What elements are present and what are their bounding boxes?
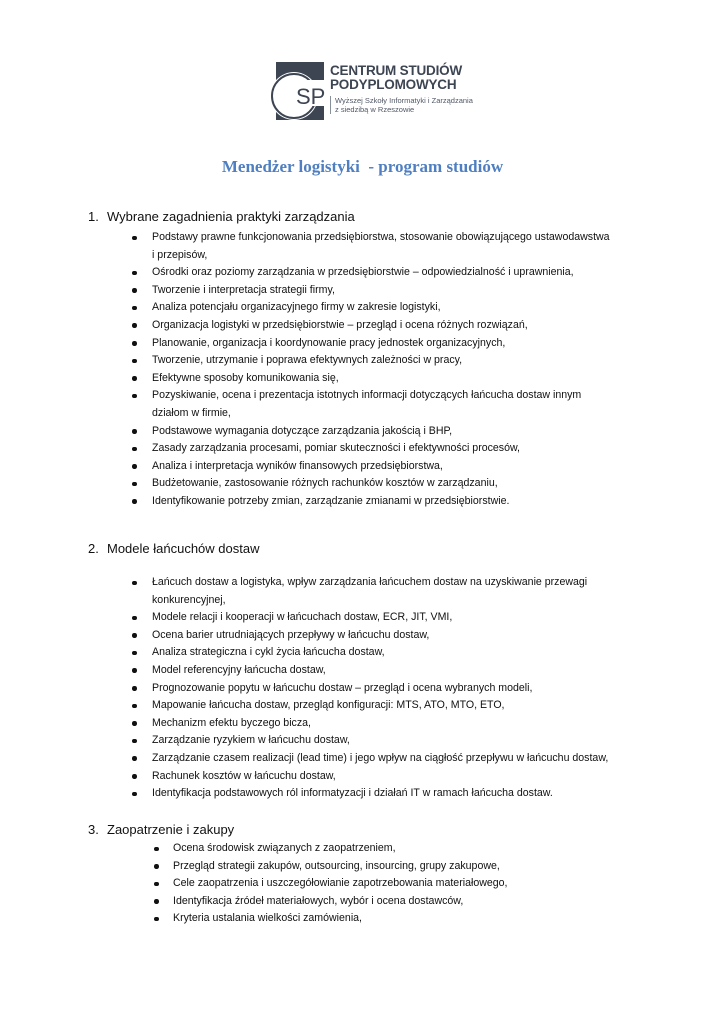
logo-sub-line-1: Wyższej Szkoły Informatyki i Zarządzania	[335, 96, 473, 105]
logo-initials: SP	[296, 84, 326, 109]
logo-name	[330, 64, 462, 92]
list-item-text: Kryteria ustalania wielkości zamówienia,	[173, 912, 363, 925]
list-item	[88, 574, 608, 592]
list-item	[88, 609, 608, 627]
section-3	[88, 822, 507, 928]
bullet-icon	[132, 394, 137, 399]
bullet-icon	[154, 847, 159, 852]
bullet-icon	[132, 323, 137, 328]
list-item-text: Pozyskiwanie, ocena i prezentacja istotnych informacji dotyczących łańcucha dostaw innym	[152, 389, 582, 402]
list-item-continuation: i przepisów,	[152, 248, 208, 261]
list-item	[88, 440, 610, 458]
list-item-text: Zarządzanie ryzykiem w łańcuchu dostaw,	[152, 734, 350, 747]
section-heading	[88, 209, 610, 225]
list-item	[88, 858, 507, 876]
list-item-text: Analiza strategiczna i cykl życia łańcucha dostaw,	[152, 646, 385, 659]
list-item	[88, 370, 610, 388]
section-heading	[88, 541, 608, 557]
list-item-text: Model referencyjny łańcucha dostaw,	[152, 663, 326, 676]
list-item	[88, 458, 610, 476]
section-title: Zaopatrzenie i zakupy	[107, 822, 235, 837]
bullet-icon	[132, 271, 137, 276]
list-item	[88, 282, 610, 300]
bullet-list	[88, 574, 608, 803]
list-item	[88, 352, 610, 370]
bullet-icon	[154, 864, 159, 869]
list-item	[88, 750, 608, 768]
document-title: Menedżer logistyki - program studiów	[221, 157, 504, 176]
list-item	[88, 317, 610, 335]
list-item-text: Efektywne sposoby komunikowania się,	[152, 371, 339, 384]
list-item-text: Analiza i interpretacja wyników finansowych przedsiębiorstwa,	[152, 459, 443, 472]
list-item-text: Podstawy prawne funkcjonowania przedsiębiorstwa, stosowanie obowiązującego ustawodawstwa	[152, 231, 610, 243]
section-heading	[88, 822, 507, 838]
logo-line-2: PODYPLOMOWYCH	[330, 77, 457, 92]
list-item	[88, 840, 507, 858]
list-item-text: Zasady zarządzania procesami, pomiar skuteczności i efektywności procesów,	[152, 442, 520, 455]
list-item	[88, 335, 610, 353]
logo	[266, 62, 496, 122]
list-item	[88, 785, 608, 803]
list-item-text: Identyfikacja podstawowych ról informatyzacji i działań IT w ramach łańcucha dostaw.	[152, 787, 553, 800]
bullet-icon	[132, 499, 137, 504]
section-title: Wybrane zagadnienia praktyki zarządzania	[107, 209, 355, 224]
list-item-text: Analiza potencjału organizacyjnego firmy w zakresie logistyki,	[152, 301, 441, 314]
list-item	[88, 475, 610, 493]
bullet-icon	[132, 306, 137, 311]
section-1	[88, 209, 610, 511]
list-item	[88, 644, 608, 662]
logo-line-1: CENTRUM STUDIÓW	[330, 63, 462, 78]
list-item-continuation: działom w firmie,	[152, 406, 231, 419]
section-number: 1.	[88, 209, 99, 224]
section-title: Modele łańcuchów dostaw	[107, 541, 260, 556]
list-item-text: Organizacja logistyki w przedsiębiorstwie – przegląd i ocena różnych rozwiązań,	[152, 318, 528, 331]
bullet-icon	[132, 792, 137, 797]
list-item	[88, 715, 608, 733]
list-item-text: Tworzenie i interpretacja strategii firmy,	[152, 283, 335, 296]
list-item-text: Planowanie, organizacja i koordynowanie pracy jednostek organizacyjnych,	[152, 336, 506, 349]
list-item-text: Cele zaopatrzenia i uszczegółowianie zapotrzebowania materiałowego,	[173, 877, 508, 890]
list-item	[88, 893, 507, 911]
bullet-icon	[132, 236, 137, 241]
bullet-icon	[132, 359, 137, 364]
bullet-icon	[132, 288, 137, 293]
logo-emblem-icon	[266, 62, 328, 122]
bullet-icon	[132, 482, 137, 487]
list-item	[88, 662, 608, 680]
bullet-icon	[132, 464, 137, 469]
bullet-icon	[132, 704, 137, 709]
bullet-icon	[132, 581, 137, 586]
list-item	[88, 697, 608, 715]
list-item	[88, 387, 610, 405]
list-item-text: Mechanizm efektu byczego bicza,	[152, 716, 311, 729]
list-item	[88, 264, 610, 282]
bullet-icon	[132, 668, 137, 673]
bullet-icon	[132, 429, 137, 434]
list-item-text: Ośrodki oraz poziomy zarządzania w przedsiębiorstwie – odpowiedzialność i uprawnienia,	[152, 266, 574, 279]
list-item	[88, 423, 610, 441]
bullet-icon	[132, 686, 137, 691]
list-item	[88, 299, 610, 317]
section-number: 3.	[88, 822, 99, 837]
bullet-icon	[132, 651, 137, 656]
section-2	[88, 541, 608, 803]
bullet-icon	[132, 376, 137, 381]
list-item-text: Zarządzanie czasem realizacji (lead time) i jego wpływ na ciągłość przepływu w łańcuchu dostaw,	[152, 751, 609, 764]
bullet-icon	[154, 882, 159, 887]
bullet-icon	[132, 616, 137, 621]
list-item-text: Łańcuch dostaw a logistyka, wpływ zarządzania łańcuchem dostaw na uzyskiwanie przewagi	[152, 576, 588, 588]
list-item	[88, 768, 608, 786]
logo-subtitle	[330, 96, 473, 114]
bullet-icon	[132, 756, 137, 761]
list-item-text: Budżetowanie, zastosowanie różnych rachunków kosztów w zarządzaniu,	[152, 477, 498, 490]
list-item-text: Identyfikowanie potrzeby zmian, zarządzanie zmianami w przedsiębiorstwie.	[152, 494, 510, 507]
bullet-list	[88, 840, 507, 928]
section-number: 2.	[88, 541, 99, 556]
list-item	[88, 875, 507, 893]
bullet-icon	[132, 447, 137, 452]
list-item-text: Podstawowe wymagania dotyczące zarządzania jakością i BHP,	[152, 424, 453, 437]
list-item-text: Prognozowanie popytu w łańcuchu dostaw – przegląd i ocena wybranych modeli,	[152, 681, 533, 694]
bullet-icon	[154, 917, 159, 922]
bullet-icon	[154, 899, 159, 904]
bullet-icon	[132, 739, 137, 744]
list-item	[88, 627, 608, 645]
list-item-text: Identyfikacja źródeł materiałowych, wybór i ocena dostawców,	[173, 894, 464, 907]
list-item-text: Tworzenie, utrzymanie i poprawa efektywnych zależności w pracy,	[152, 354, 463, 367]
list-item	[88, 229, 610, 247]
list-item	[88, 910, 507, 928]
bullet-icon	[132, 774, 137, 779]
list-item	[88, 493, 610, 511]
list-item-text: Modele relacji i kooperacji w łańcuchach dostaw, ECR, JIT, VMI,	[152, 611, 453, 624]
list-item-text: Ocena barier utrudniających przepływy w łańcuchu dostaw,	[152, 628, 430, 641]
list-item-text: Przegląd strategii zakupów, outsourcing, insourcing, grupy zakupowe,	[173, 859, 500, 872]
logo-sub-line-2: z siedzibą w Rzeszowie	[335, 105, 415, 114]
list-item-text: Mapowanie łańcucha dostaw, przegląd konfiguracji: MTS, ATO, MTO, ETO,	[152, 699, 505, 712]
list-item-text: Rachunek kosztów w łańcuchu dostaw,	[152, 769, 336, 782]
list-item	[88, 732, 608, 750]
bullet-icon	[132, 341, 137, 346]
bullet-icon	[132, 633, 137, 638]
list-item-text: Ocena środowisk związanych z zaopatrzeniem,	[173, 842, 396, 854]
bullet-icon	[132, 721, 137, 726]
bullet-list	[88, 229, 610, 511]
list-item	[88, 680, 608, 698]
list-item-continuation: konkurencyjnej,	[152, 593, 226, 606]
